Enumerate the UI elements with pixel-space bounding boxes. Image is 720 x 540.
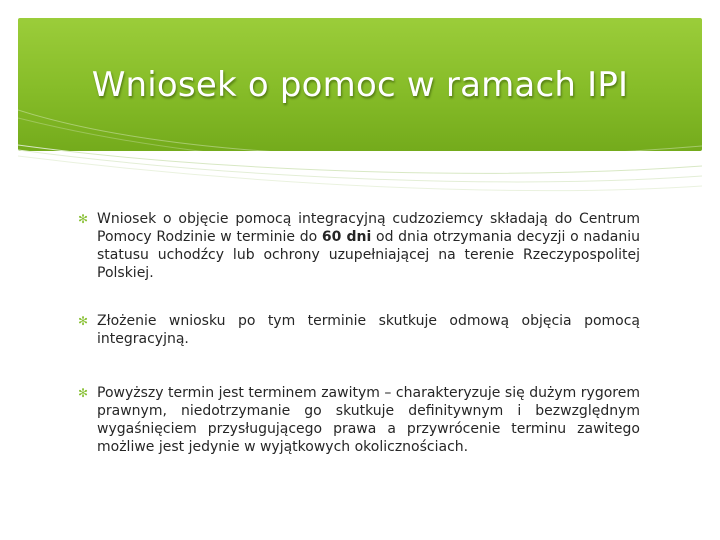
bullet-item	[78, 210, 640, 282]
decorative-curves	[18, 18, 702, 218]
bullet-text: Powyższy termin jest terminem zawitym – charakteryzuje się dużym rygorem prawnym, niedotrzymanie go skutkuje definitywnym i bezwzględnym wygaśnięciem przysługującego prawa a przywrócenie terminu zawitego możliwe jest jedynie w wyjątkowych okolicznościach.	[97, 385, 640, 455]
asterisk-bullet-icon: ✻	[78, 314, 89, 328]
asterisk-bullet-icon: ✻	[78, 386, 89, 400]
bullet-text: Złożenie wniosku po tym terminie skutkuje odmową objęcia pomocą integracyjną.	[97, 313, 640, 347]
deadline-emphasis: 60 dni	[321, 229, 372, 245]
slide-title: Wniosek o pomoc w ramach IPI	[91, 65, 629, 105]
title-banner	[18, 18, 702, 151]
bullet-text: Wniosek o objęcie pomocą integracyjną cudzoziemcy składają do Centrum Pomocy Rodzinie w terminie do 60 dni od dnia otrzymania decyzji o nadaniu statusu uchodźcy lub ochrony uzupełniającej na terenie Rzeczypospolitej Polskiej.	[97, 211, 640, 281]
asterisk-bullet-icon: ✻	[78, 212, 89, 226]
bullet-item	[78, 312, 640, 348]
bullet-item	[78, 384, 640, 456]
bullet-list	[78, 210, 640, 486]
